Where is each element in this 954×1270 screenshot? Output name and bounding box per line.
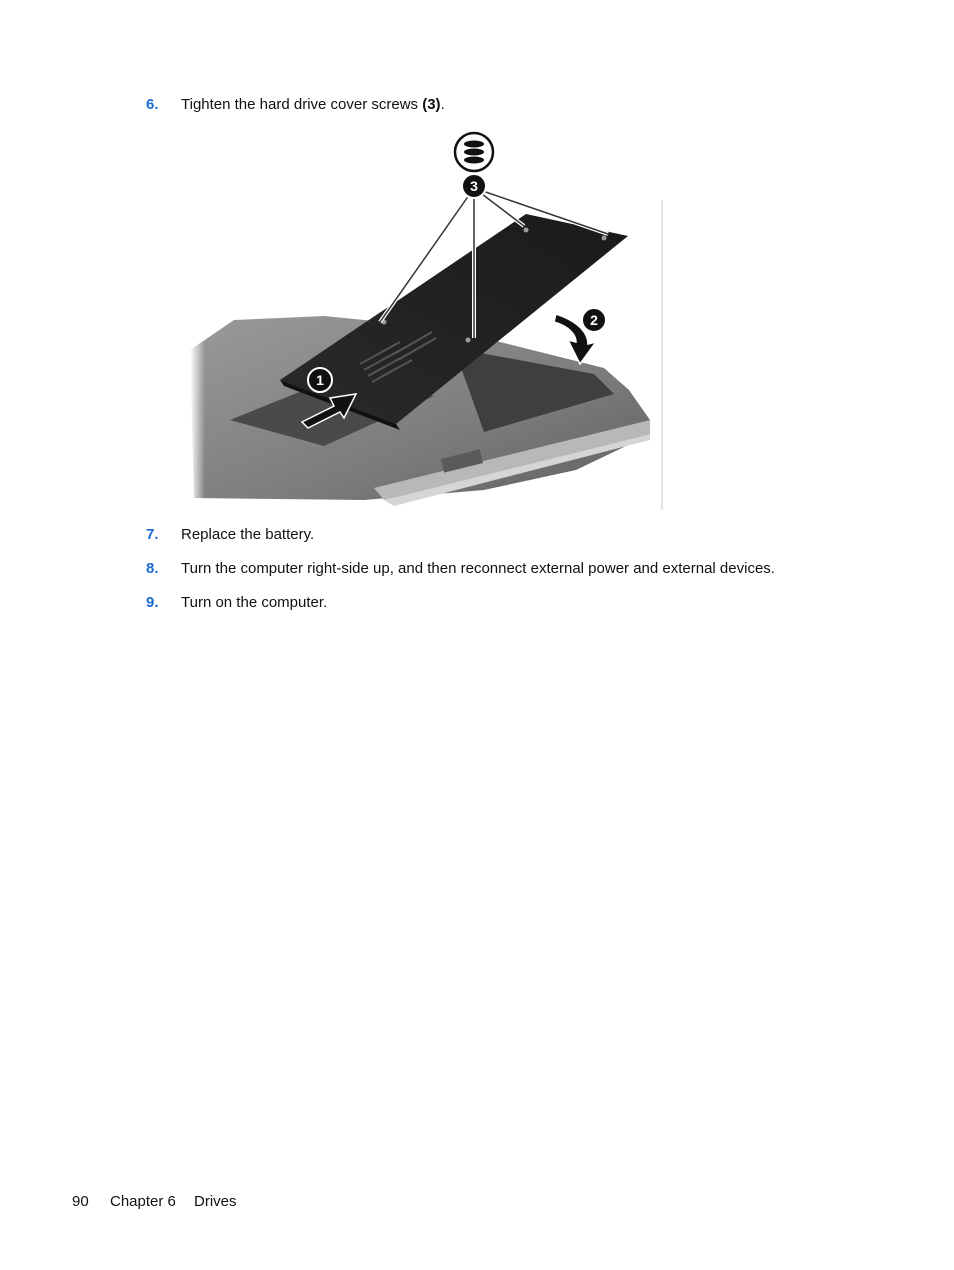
section-label: Drives [194, 1193, 237, 1210]
step-text: Turn on the computer. [181, 594, 328, 611]
step-text-part: Tighten the hard drive cover screws [181, 96, 423, 113]
step-text: Turn the computer right-side up, and then reconnect external power and external devices. [181, 560, 775, 577]
callout-1-label: 1 [316, 372, 324, 388]
step-number: 7. [146, 526, 159, 543]
page-number: 90 [72, 1193, 89, 1210]
callout-1 [308, 368, 332, 392]
callout-3-label: 3 [470, 178, 478, 194]
step-number: 8. [146, 560, 159, 577]
step-text-end: . [440, 96, 445, 113]
step-text: Replace the battery. [181, 526, 315, 543]
hard-drive-cover-illustration [184, 128, 666, 512]
step-number: 6. [146, 96, 159, 113]
hard-drive-icon [455, 133, 493, 171]
callout-reference: (3) [422, 96, 441, 113]
callout-3 [462, 174, 486, 198]
step-number: 9. [146, 594, 159, 611]
callout-2-label: 2 [590, 312, 598, 328]
callout-2 [582, 308, 606, 332]
chapter-label: Chapter 6 [110, 1193, 176, 1210]
step-text [181, 94, 445, 116]
